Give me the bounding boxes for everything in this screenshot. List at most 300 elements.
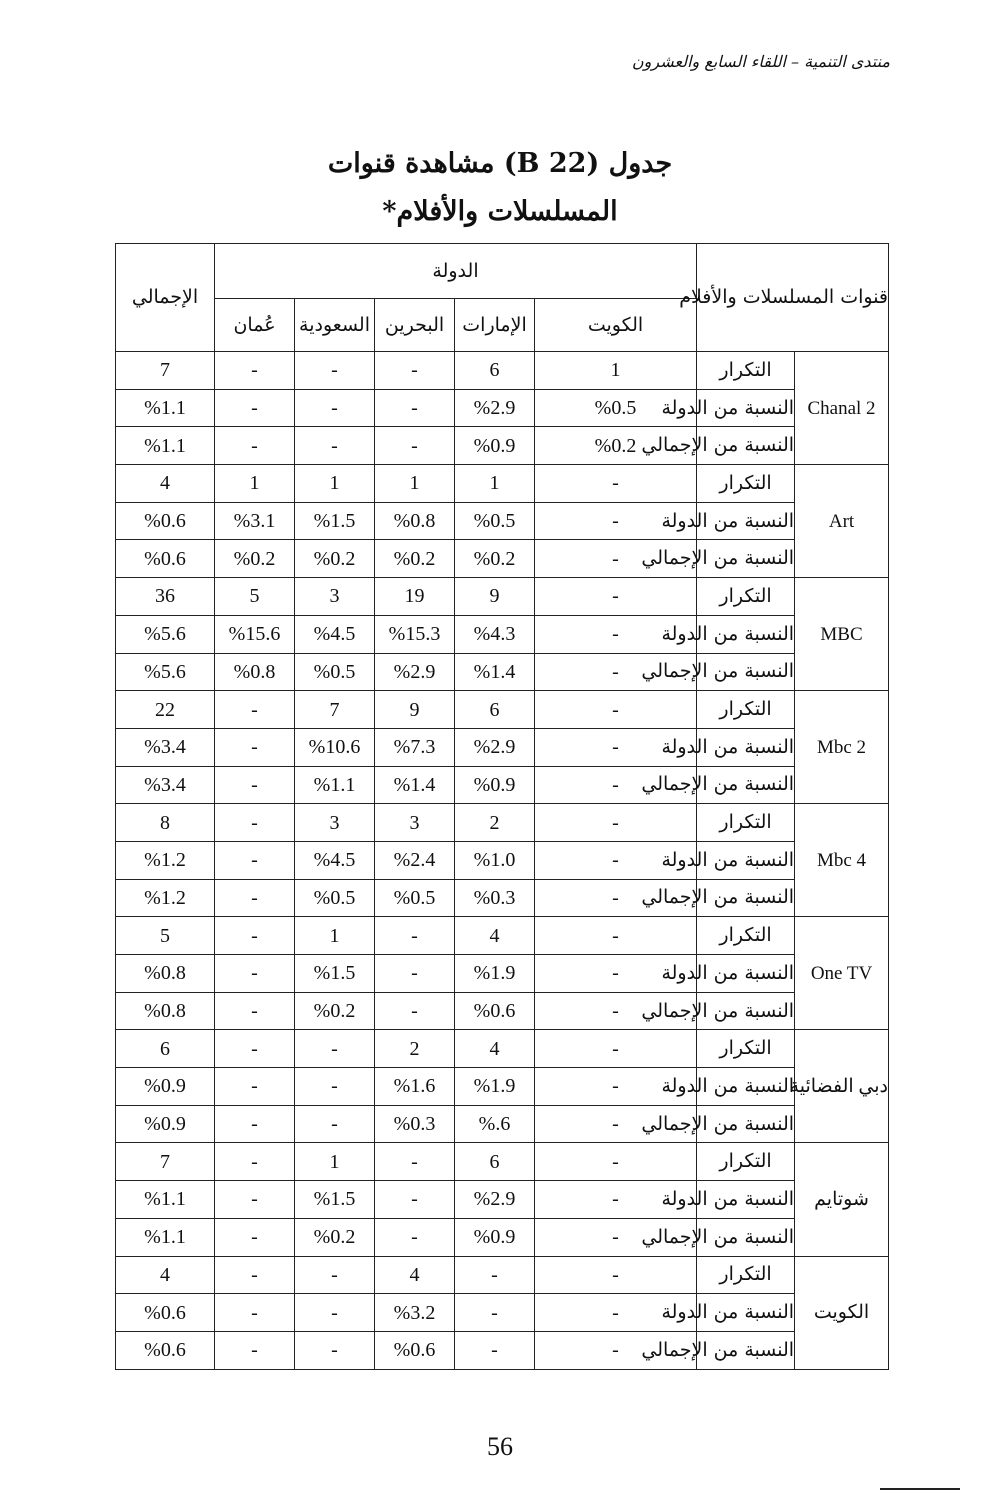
value-cell <box>215 615 295 653</box>
cell-value: - <box>612 962 619 985</box>
cell-value: %1.1 <box>144 1188 186 1211</box>
cell-value: - <box>331 434 338 457</box>
cell-value: - <box>612 1226 619 1249</box>
cell-value: %0.5 <box>473 510 516 533</box>
value-cell <box>295 578 375 616</box>
cell-value: %1.0 <box>473 849 516 872</box>
value-cell <box>455 1105 535 1143</box>
cell-value: - <box>251 886 258 909</box>
value-cell <box>535 804 697 842</box>
cell-value: - <box>612 1263 619 1286</box>
cell-value: 2 <box>409 1037 420 1060</box>
cell-value: - <box>612 886 619 909</box>
table-row <box>116 1256 889 1294</box>
cell-value: - <box>411 434 418 457</box>
value-cell <box>455 1181 535 1219</box>
total-cell <box>116 389 215 427</box>
cell-value: %4.3 <box>473 623 516 646</box>
cell-value: %0.9 <box>144 1113 186 1136</box>
channel-name: دبي الفضائية <box>795 1030 889 1143</box>
channel-name: One TV <box>795 917 889 1030</box>
channel-name: MBC <box>795 578 889 691</box>
cell-value: %0.8 <box>144 1000 186 1023</box>
total-cell <box>116 427 215 465</box>
total-cell <box>116 804 215 842</box>
value-cell <box>455 389 535 427</box>
value-cell <box>375 1331 455 1369</box>
cell-value: %1.6 <box>393 1075 436 1098</box>
cell-value: %0.2 <box>313 1226 356 1249</box>
cell-value: - <box>331 397 338 420</box>
value-cell <box>215 691 295 729</box>
value-cell <box>455 1256 535 1294</box>
cell-value: - <box>612 1113 619 1136</box>
cell-value: %0.3 <box>473 886 516 909</box>
cell-value: %0.2 <box>393 547 436 570</box>
running-header: منتدى التنمية – اللقاء السابع والعشرون <box>631 52 890 71</box>
cell-value: %2.9 <box>473 736 516 759</box>
cell-value: - <box>331 1339 338 1362</box>
cell-value: - <box>411 962 418 985</box>
cell-value: %1.5 <box>313 1188 356 1211</box>
total-cell <box>116 879 215 917</box>
cell-value: - <box>612 773 619 796</box>
cell-value: 6 <box>489 1150 500 1173</box>
cell-value: %0.9 <box>144 1075 186 1098</box>
metric-label: التكرار <box>697 465 795 503</box>
cell-value: - <box>411 397 418 420</box>
value-cell <box>375 1143 455 1181</box>
cell-value: %1.5 <box>313 962 356 985</box>
value-cell <box>215 465 295 503</box>
total-cell <box>116 766 215 804</box>
table-subtitle: المسلسلات والأفلام* <box>382 196 618 227</box>
cell-value: %.6 <box>478 1113 511 1136</box>
cell-value: %1.1 <box>144 397 186 420</box>
value-cell <box>295 728 375 766</box>
cell-value: 1 <box>249 472 260 495</box>
value-cell <box>455 1030 535 1068</box>
metric-label: النسبة من الإجمالي <box>697 540 795 578</box>
metric-label: النسبة من الإجمالي <box>697 879 795 917</box>
cell-value: 7 <box>329 698 340 721</box>
value-cell <box>375 653 455 691</box>
cell-value: %2.9 <box>473 1188 516 1211</box>
cell-value: - <box>251 924 258 947</box>
value-cell <box>535 1256 697 1294</box>
value-cell <box>215 804 295 842</box>
value-cell <box>215 955 295 993</box>
cell-value: %0.2 <box>594 434 637 457</box>
value-cell <box>375 465 455 503</box>
value-cell <box>215 540 295 578</box>
value-cell <box>455 578 535 616</box>
value-cell <box>215 1218 295 1256</box>
cell-value: %1.4 <box>393 773 436 796</box>
cell-value: %0.8 <box>393 510 436 533</box>
cell-value: 1 <box>329 924 340 947</box>
cell-value: 1 <box>489 472 500 495</box>
cell-value: %0.2 <box>473 547 516 570</box>
value-cell <box>215 1068 295 1106</box>
value-cell <box>455 653 535 691</box>
metric-label: النسبة من الإجمالي <box>697 766 795 804</box>
total-cell <box>116 1331 215 1369</box>
total-cell <box>116 728 215 766</box>
cell-value: - <box>251 1339 258 1362</box>
metric-label: النسبة من الإجمالي <box>697 427 795 465</box>
value-cell <box>455 917 535 955</box>
cell-value: - <box>251 397 258 420</box>
value-cell <box>375 728 455 766</box>
cell-value: %2.4 <box>393 849 436 872</box>
metric-label: النسبة من الدولة <box>697 728 795 766</box>
cell-value: 4 <box>489 924 500 947</box>
cell-value: 2 <box>489 811 500 834</box>
metric-label: النسبة من الدولة <box>697 1181 795 1219</box>
cell-value: %1.1 <box>144 434 186 457</box>
total-cell <box>116 1181 215 1219</box>
cell-value: %0.8 <box>144 962 186 985</box>
metric-label: التكرار <box>697 917 795 955</box>
cell-value: %5.6 <box>144 660 186 683</box>
value-cell <box>375 389 455 427</box>
cell-value: %15.6 <box>228 623 281 646</box>
viewing-table <box>115 243 889 1370</box>
cell-value: 4 <box>160 1263 170 1286</box>
cell-value: %15.3 <box>388 623 441 646</box>
cell-value: - <box>331 1301 338 1324</box>
cell-value: %0.6 <box>473 1000 516 1023</box>
value-cell <box>455 1331 535 1369</box>
cell-value: - <box>612 1150 619 1173</box>
channel-name: شوتايم <box>795 1143 889 1256</box>
cell-value: %4.5 <box>313 623 356 646</box>
value-cell <box>295 502 375 540</box>
cell-value: %0.6 <box>144 547 186 570</box>
table-body <box>116 352 889 1370</box>
value-cell <box>295 540 375 578</box>
table-row <box>116 1068 889 1106</box>
total-cell <box>116 465 215 503</box>
cell-value: - <box>411 1000 418 1023</box>
cell-value: - <box>612 1000 619 1023</box>
value-cell <box>215 1181 295 1219</box>
value-cell <box>295 1030 375 1068</box>
cell-value: 5 <box>160 924 170 947</box>
value-cell <box>455 1068 535 1106</box>
value-cell <box>295 1294 375 1332</box>
value-cell <box>375 879 455 917</box>
value-cell <box>295 1331 375 1369</box>
value-cell <box>455 1294 535 1332</box>
value-cell <box>295 1256 375 1294</box>
cell-value: 7 <box>160 359 170 382</box>
cell-value: - <box>411 1226 418 1249</box>
channel-column-header: قنوات المسلسلات والأفلام <box>697 244 889 352</box>
total-cell <box>116 1105 215 1143</box>
value-cell <box>215 389 295 427</box>
cell-value: 1 <box>329 1150 340 1173</box>
metric-label: النسبة من الإجمالي <box>697 1331 795 1369</box>
table-row <box>116 879 889 917</box>
table-row <box>116 992 889 1030</box>
cell-value: 6 <box>489 698 500 721</box>
cell-value: - <box>331 1075 338 1098</box>
value-cell <box>375 841 455 879</box>
value-cell <box>375 427 455 465</box>
value-cell <box>375 691 455 729</box>
value-cell <box>295 1143 375 1181</box>
cell-value: - <box>612 1339 619 1362</box>
value-cell <box>375 1256 455 1294</box>
value-cell <box>295 1068 375 1106</box>
cell-value: 36 <box>155 585 175 608</box>
value-cell <box>375 917 455 955</box>
cell-value: %3.4 <box>144 773 186 796</box>
total-cell <box>116 615 215 653</box>
country-header-oman: عُمان <box>215 299 295 352</box>
cell-value: %1.1 <box>144 1226 186 1249</box>
cell-value: - <box>331 1113 338 1136</box>
cell-value: - <box>612 698 619 721</box>
value-cell <box>455 427 535 465</box>
cell-value: 9 <box>489 585 500 608</box>
cell-value: %2.9 <box>473 397 516 420</box>
value-cell <box>215 728 295 766</box>
channel-name: Art <box>795 465 889 578</box>
metric-label: النسبة من الدولة <box>697 389 795 427</box>
table-row <box>116 1294 889 1332</box>
cell-value: %1.9 <box>473 1075 516 1098</box>
metric-label: التكرار <box>697 1030 795 1068</box>
value-cell <box>535 1143 697 1181</box>
cell-value: - <box>612 547 619 570</box>
metric-label: النسبة من الدولة <box>697 1068 795 1106</box>
metric-label: التكرار <box>697 352 795 390</box>
channel-name: Mbc 4 <box>795 804 889 917</box>
cell-value: 9 <box>409 698 420 721</box>
table-row <box>116 917 889 955</box>
value-cell <box>375 955 455 993</box>
cell-value: - <box>612 736 619 759</box>
cell-value: - <box>331 1263 338 1286</box>
value-cell <box>375 352 455 390</box>
total-cell <box>116 502 215 540</box>
country-header-bahrain: البحرين <box>375 299 455 352</box>
total-cell <box>116 1030 215 1068</box>
table-row <box>116 653 889 691</box>
cell-value: %10.6 <box>308 736 361 759</box>
value-cell <box>535 917 697 955</box>
value-cell <box>295 427 375 465</box>
value-cell <box>375 1181 455 1219</box>
total-cell <box>116 578 215 616</box>
country-header-saudi: السعودية <box>295 299 375 352</box>
cell-value: %1.5 <box>313 510 356 533</box>
value-cell <box>215 1105 295 1143</box>
cell-value: - <box>251 698 258 721</box>
table-row <box>116 1331 889 1369</box>
total-column-header: الإجمالي <box>116 244 215 352</box>
cell-value: %0.8 <box>233 660 276 683</box>
value-cell <box>455 691 535 729</box>
value-cell <box>535 578 697 616</box>
cell-value: - <box>612 660 619 683</box>
cell-value: - <box>411 359 418 382</box>
cell-value: %2.9 <box>393 660 436 683</box>
total-cell <box>116 917 215 955</box>
value-cell <box>375 540 455 578</box>
cell-value: - <box>251 1075 258 1098</box>
value-cell <box>295 766 375 804</box>
cell-value: - <box>491 1301 498 1324</box>
value-cell <box>215 502 295 540</box>
country-group-header: الدولة <box>215 244 697 299</box>
table-row <box>116 728 889 766</box>
cell-value: %5.6 <box>144 623 186 646</box>
cell-value: - <box>331 1037 338 1060</box>
value-cell <box>455 992 535 1030</box>
table-row <box>116 1143 889 1181</box>
cell-value: %0.6 <box>144 1339 186 1362</box>
footer-rule <box>880 1488 960 1490</box>
cell-value: - <box>251 1000 258 1023</box>
table-row <box>116 352 889 390</box>
value-cell <box>375 804 455 842</box>
cell-value: - <box>251 849 258 872</box>
cell-value: %0.6 <box>393 1339 436 1362</box>
table-row <box>116 1030 889 1068</box>
value-cell <box>215 766 295 804</box>
metric-label: النسبة من الدولة <box>697 615 795 653</box>
cell-value: %3.2 <box>393 1301 436 1324</box>
cell-value: - <box>491 1339 498 1362</box>
table-row <box>116 841 889 879</box>
table-row <box>116 766 889 804</box>
total-cell <box>116 992 215 1030</box>
value-cell <box>535 465 697 503</box>
cell-value: %0.5 <box>393 886 436 909</box>
value-cell <box>375 766 455 804</box>
cell-value: 3 <box>329 585 340 608</box>
cell-value: %0.3 <box>393 1113 436 1136</box>
channel-name: Chanal 2 <box>795 352 889 465</box>
value-cell <box>375 1294 455 1332</box>
country-header-kuwait: الكويت <box>535 299 697 352</box>
total-cell <box>116 352 215 390</box>
table-row <box>116 1181 889 1219</box>
cell-value: - <box>251 1150 258 1173</box>
value-cell <box>535 1030 697 1068</box>
value-cell <box>455 540 535 578</box>
value-cell <box>215 352 295 390</box>
value-cell <box>295 389 375 427</box>
value-cell <box>295 691 375 729</box>
value-cell <box>215 1331 295 1369</box>
metric-label: التكرار <box>697 1143 795 1181</box>
table-row <box>116 465 889 503</box>
value-cell <box>375 615 455 653</box>
table-row <box>116 955 889 993</box>
metric-label: النسبة من الدولة <box>697 502 795 540</box>
cell-value: 7 <box>160 1150 170 1173</box>
value-cell <box>455 728 535 766</box>
table-row <box>116 540 889 578</box>
cell-value: %0.9 <box>473 1226 516 1249</box>
page-number: 56 <box>487 1432 513 1461</box>
metric-label: التكرار <box>697 691 795 729</box>
cell-value: 3 <box>409 811 420 834</box>
metric-label: النسبة من الإجمالي <box>697 653 795 691</box>
metric-label: النسبة من الدولة <box>697 1294 795 1332</box>
cell-value: 3 <box>329 811 340 834</box>
cell-value: 1 <box>409 472 420 495</box>
metric-label: النسبة من الإجمالي <box>697 1218 795 1256</box>
cell-value: 4 <box>160 472 170 495</box>
cell-value: %1.2 <box>144 886 186 909</box>
cell-value: - <box>411 1150 418 1173</box>
cell-value: - <box>612 510 619 533</box>
value-cell <box>215 653 295 691</box>
cell-value: 4 <box>409 1263 420 1286</box>
value-cell <box>215 1256 295 1294</box>
cell-value: - <box>612 623 619 646</box>
cell-value: %1.2 <box>144 849 186 872</box>
cell-value: %1.9 <box>473 962 516 985</box>
cell-value: - <box>411 1188 418 1211</box>
table-row <box>116 389 889 427</box>
cell-value: %0.2 <box>313 547 356 570</box>
value-cell <box>295 1218 375 1256</box>
value-cell <box>295 352 375 390</box>
value-cell <box>455 502 535 540</box>
cell-value: - <box>612 924 619 947</box>
cell-value: 8 <box>160 811 170 834</box>
value-cell <box>215 917 295 955</box>
total-cell <box>116 653 215 691</box>
value-cell <box>375 1218 455 1256</box>
cell-value: - <box>612 472 619 495</box>
cell-value: - <box>612 1075 619 1098</box>
cell-value: - <box>251 736 258 759</box>
total-cell <box>116 1143 215 1181</box>
cell-value: %0.5 <box>594 397 637 420</box>
cell-value: 4 <box>489 1037 500 1060</box>
cell-value: %1.1 <box>313 773 356 796</box>
value-cell <box>295 879 375 917</box>
total-cell <box>116 1294 215 1332</box>
value-cell <box>295 841 375 879</box>
cell-value: %0.5 <box>313 886 356 909</box>
value-cell <box>455 465 535 503</box>
value-cell <box>215 879 295 917</box>
value-cell <box>215 1143 295 1181</box>
cell-value: - <box>251 962 258 985</box>
value-cell <box>535 352 697 390</box>
value-cell <box>375 1105 455 1143</box>
value-cell <box>455 1143 535 1181</box>
value-cell <box>295 465 375 503</box>
table-row <box>116 1105 889 1143</box>
cell-value: 19 <box>404 585 425 608</box>
cell-value: %0.2 <box>313 1000 356 1023</box>
total-cell <box>116 1068 215 1106</box>
table-row <box>116 1218 889 1256</box>
country-header-uae: الإمارات <box>455 299 535 352</box>
total-cell <box>116 1218 215 1256</box>
value-cell <box>375 1068 455 1106</box>
